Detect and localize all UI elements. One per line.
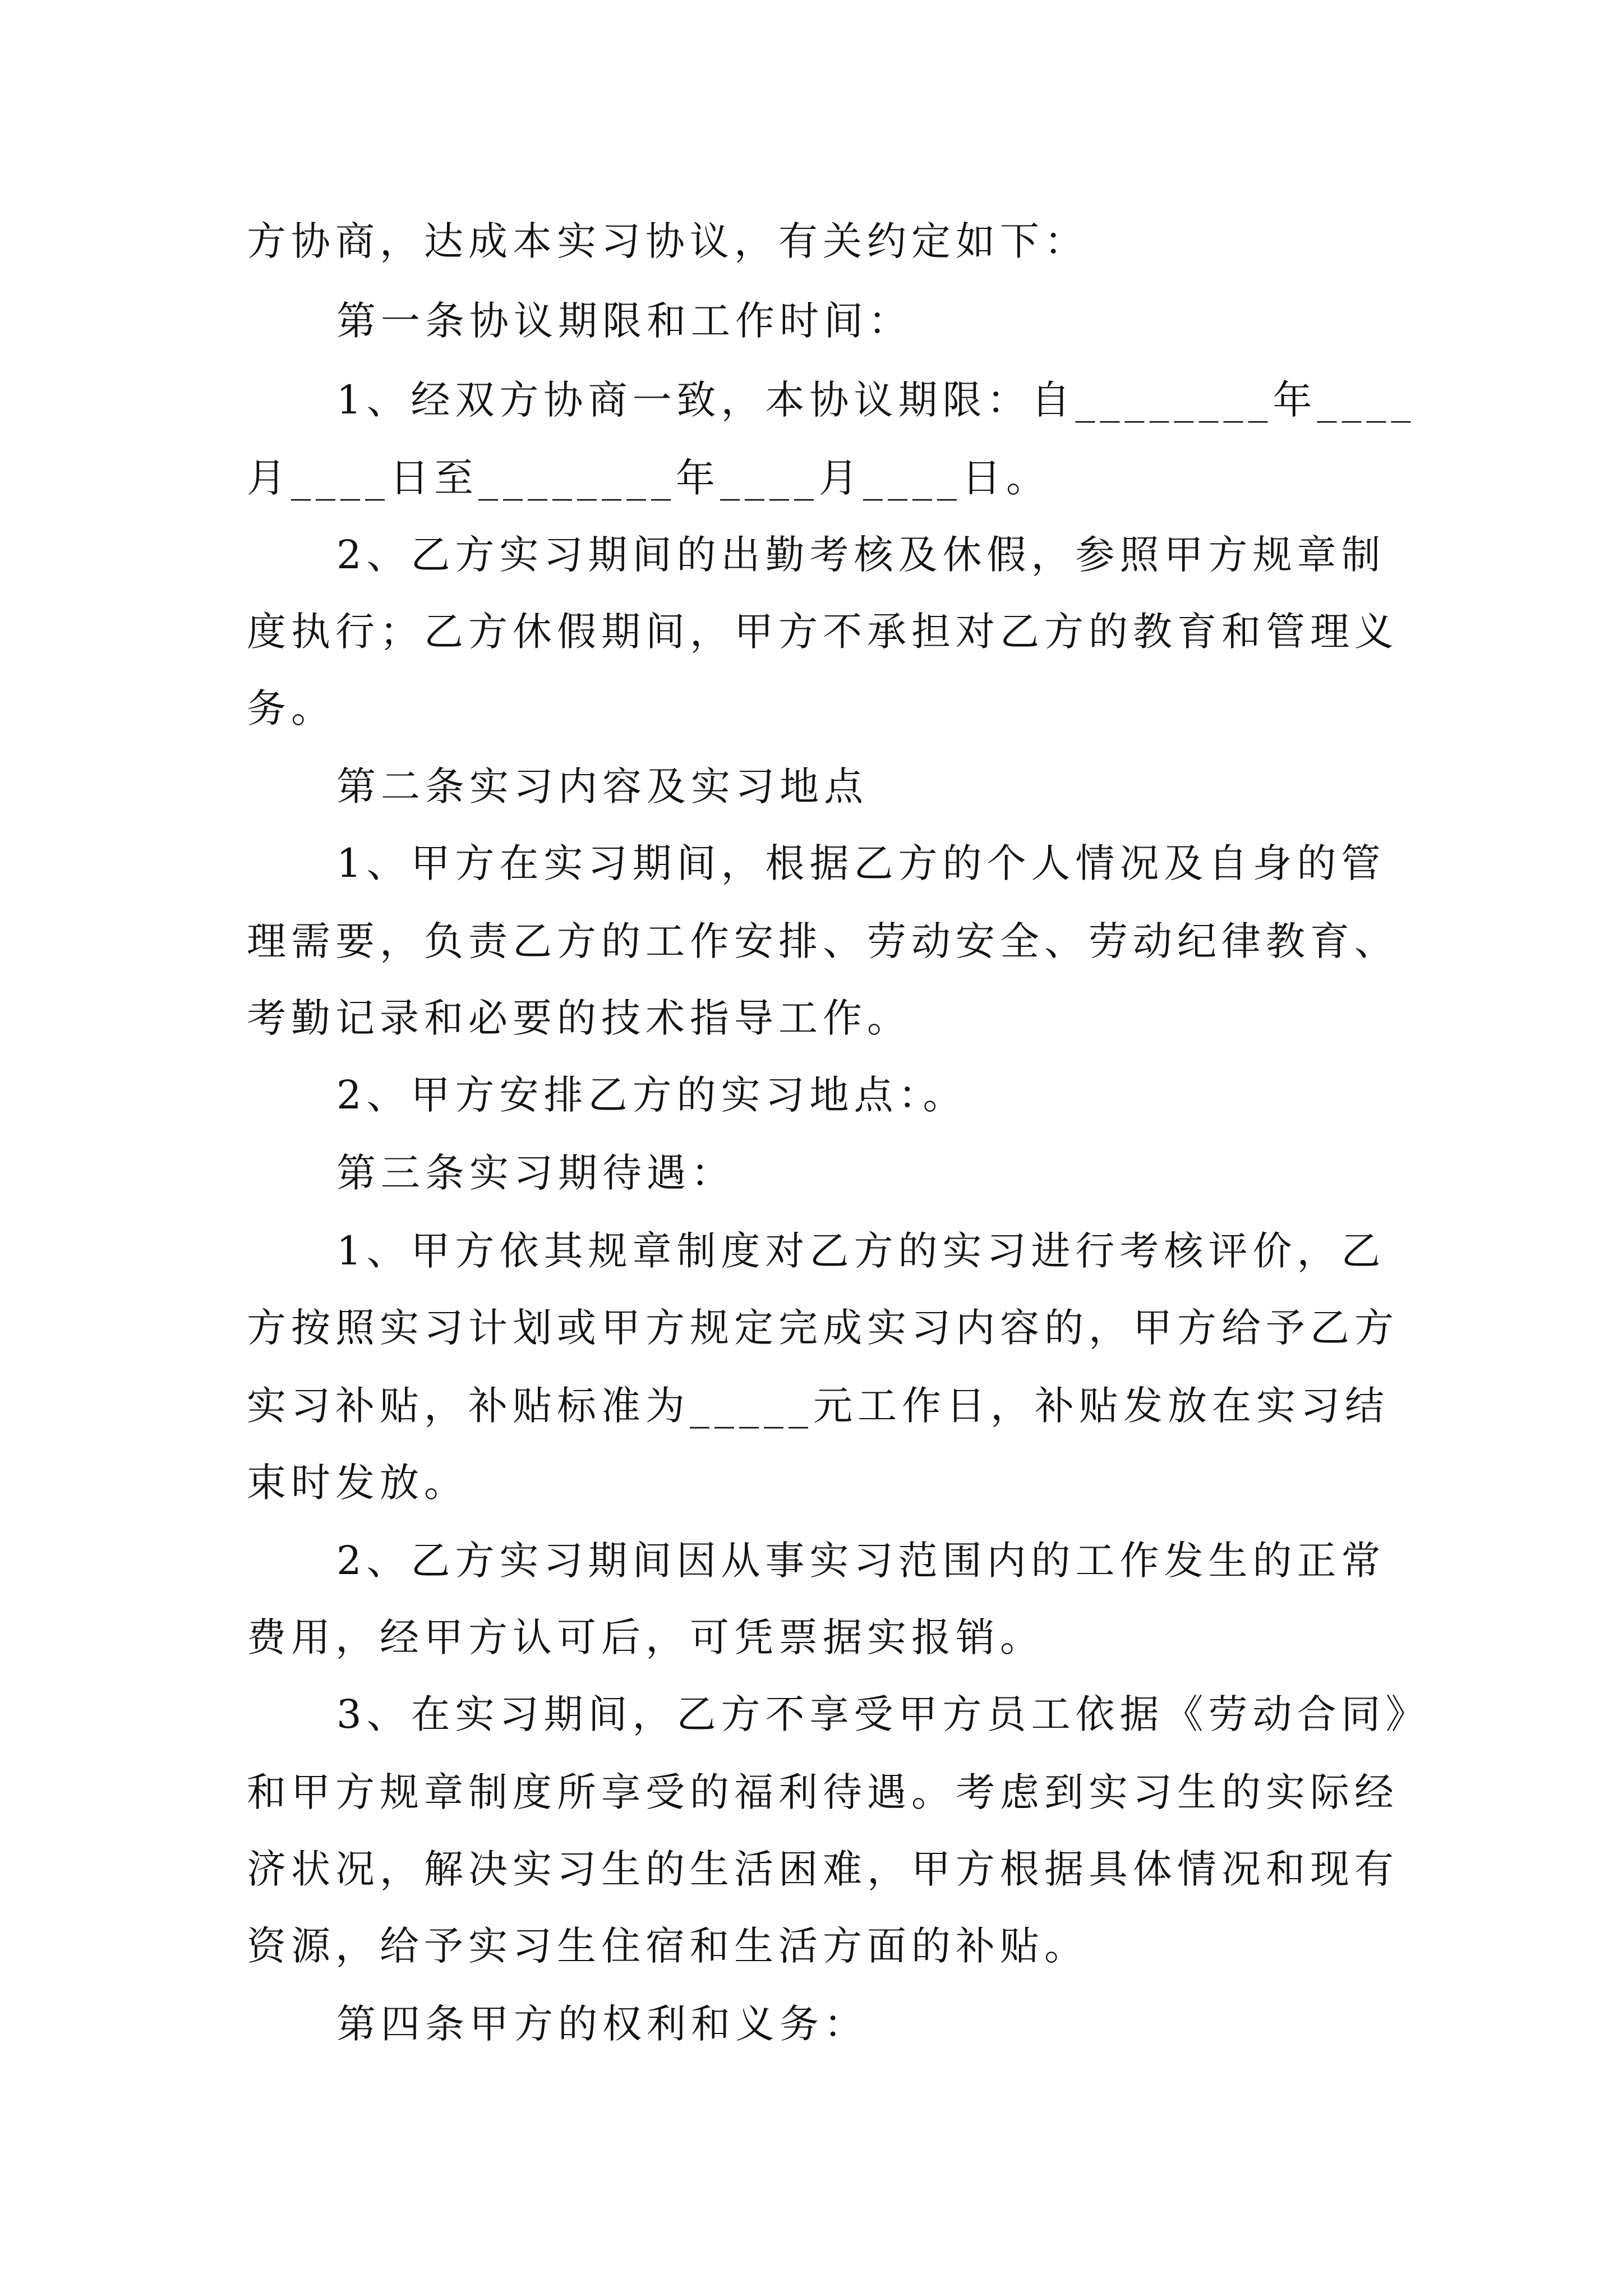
text-line: 实习补贴，补贴标准为_____元工作日，补贴发放在实习结 [247, 1383, 1389, 1429]
text-line: 1、甲方在实习期间，根据乙方的个人情况及自身的管 [336, 840, 1386, 886]
text-line: 理需要，负责乙方的工作安排、劳动安全、劳动纪律教育、 [247, 918, 1399, 964]
text-line: 方协商，达成本实习协议，有关约定如下： [247, 218, 1089, 264]
text-line: 2、甲方安排乙方的实习地点：。 [336, 1072, 967, 1118]
text-line: 束时发放。 [247, 1460, 468, 1506]
text-line: 3、在实习期间，乙方不享受甲方员工依据《劳动合同》 [336, 1691, 1430, 1737]
section-heading-2: 第二条实习内容及实习地点 [336, 763, 868, 809]
section-heading-3: 第三条实习期待遇： [336, 1150, 735, 1196]
text-line: 2、乙方实习期间的出勤考核及休假，参照甲方规章制 [336, 532, 1386, 578]
text-line: 资源，给予实习生住宿和生活方面的补贴。 [247, 1923, 1089, 1969]
section-heading-4: 第四条甲方的权利和义务： [336, 2001, 868, 2047]
text-line: 和甲方规章制度所享受的福利待遇。考虑到实习生的实际经 [247, 1769, 1399, 1815]
text-line: 方按照实习计划或甲方规定完成实习内容的，甲方给予乙方 [247, 1305, 1399, 1351]
section-heading-1: 第一条协议期限和工作时间： [336, 298, 912, 344]
text-line: 考勤记录和必要的技术指导工作。 [247, 995, 911, 1041]
text-line: 1、经双方协商一致，本协议期限：自________年____ [336, 377, 1416, 423]
text-line: 1、甲方依其规章制度对乙方的实习进行考核评价，乙 [336, 1228, 1386, 1274]
text-line: 月____日至________年____月____日。 [247, 455, 1050, 501]
text-line: 济状况，解决实习生的生活困难，甲方根据具体情况和现有 [247, 1846, 1399, 1892]
text-line: 务。 [247, 685, 335, 731]
text-line: 费用，经甲方认可后，可凭票据实报销。 [247, 1614, 1044, 1660]
text-line: 度执行；乙方休假期间，甲方不承担对乙方的教育和管理义 [247, 609, 1399, 655]
text-line: 2、乙方实习期间因从事实习范围内的工作发生的正常 [336, 1538, 1386, 1584]
